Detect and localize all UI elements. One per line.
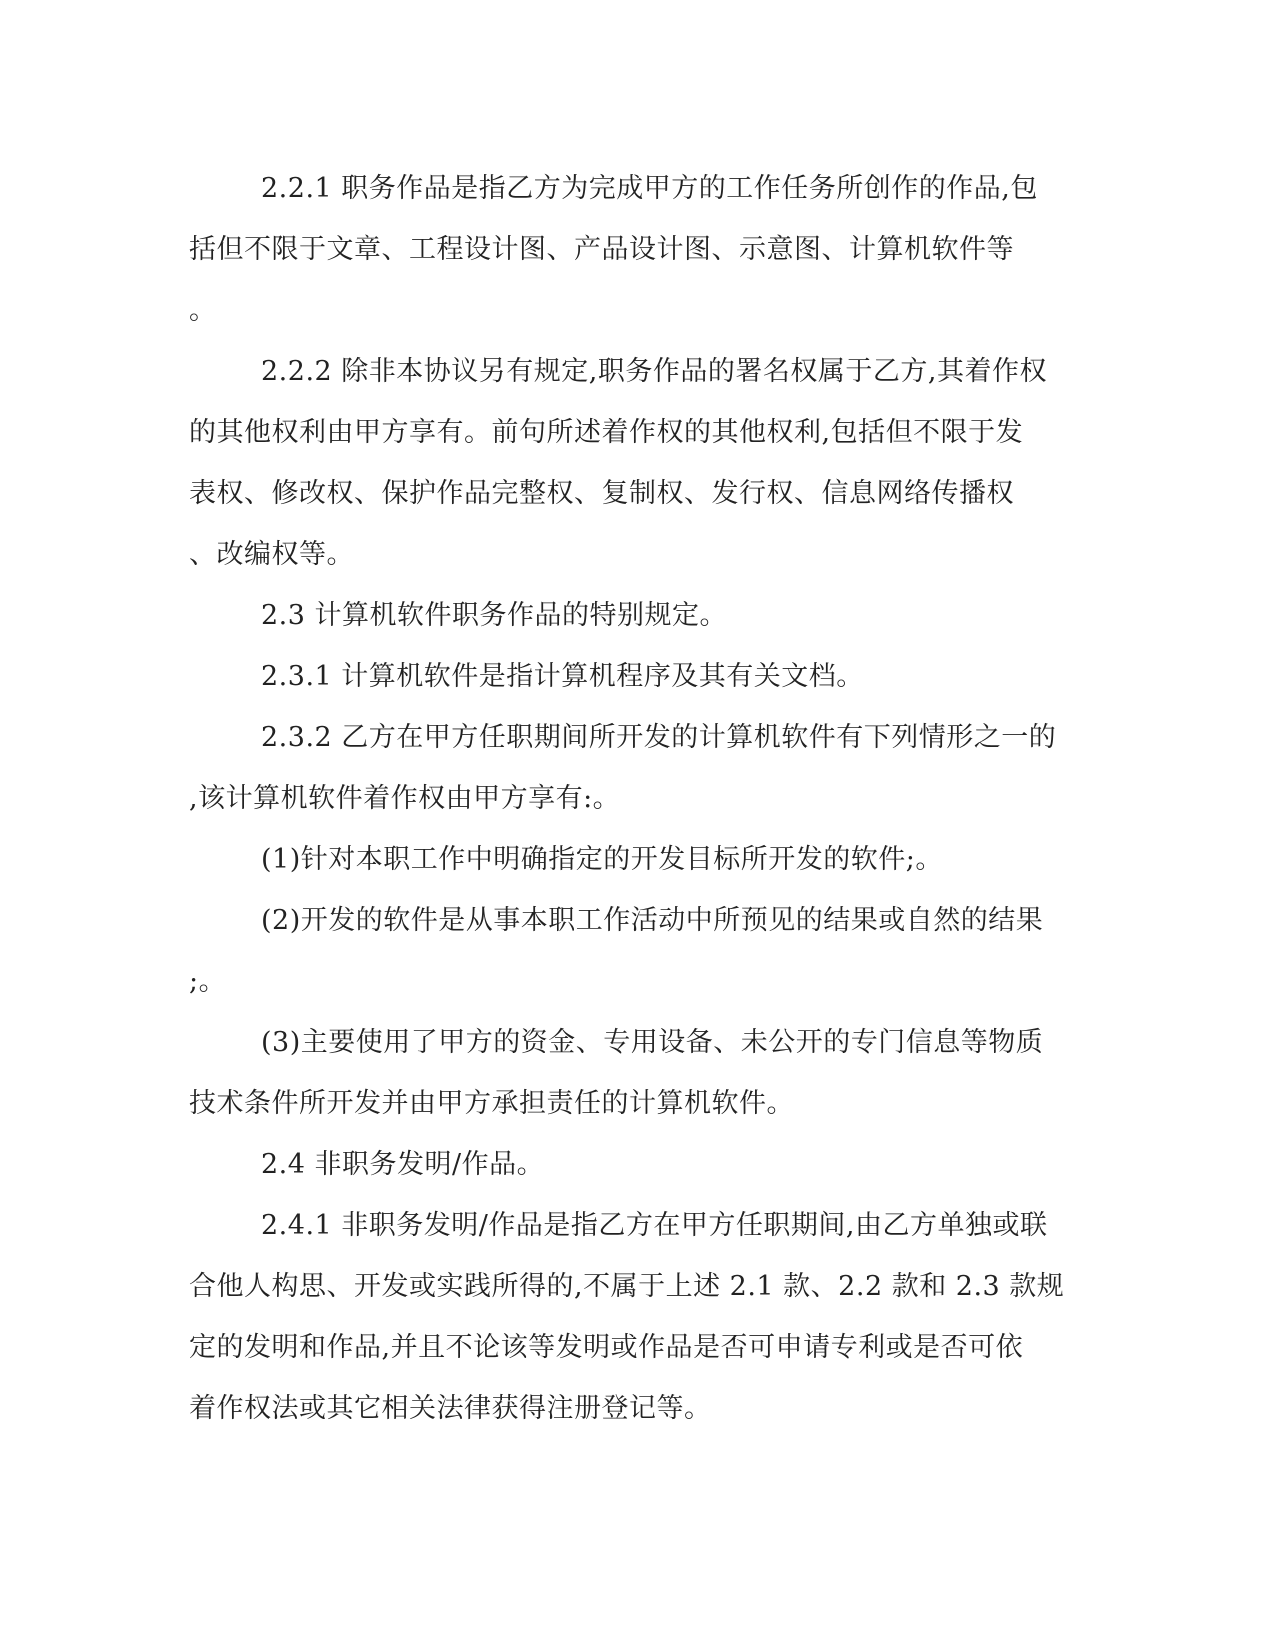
text-line: (1)针对本职工作中明确指定的开发目标所开发的软件;。 — [261, 844, 943, 875]
text-line: 、改编权等。 — [189, 539, 354, 570]
text-line: 2.3.2 乙方在甲方任职期间所开发的计算机软件有下列情形之一的 — [261, 722, 1057, 753]
text-line: 2.2.1 职务作品是指乙方为完成甲方的工作任务所创作的作品,包 — [261, 173, 1038, 204]
text-line: 的其他权利由甲方享有。前句所述着作权的其他权利,包括但不限于发 — [189, 417, 1024, 448]
text-line: 技术条件所开发并由甲方承担责任的计算机软件。 — [189, 1088, 794, 1119]
text-line: ;。 — [189, 966, 227, 997]
text-line: ,该计算机软件着作权由甲方享有:。 — [189, 783, 621, 814]
text-line: 2.3 计算机软件职务作品的特别规定。 — [261, 600, 728, 631]
text-line: 2.4 非职务发明/作品。 — [261, 1149, 545, 1180]
document-body — [189, 158, 1079, 1439]
text-line: 着作权法或其它相关法律获得注册登记等。 — [189, 1393, 712, 1424]
text-line: 2.4.1 非职务发明/作品是指乙方在甲方任职期间,由乙方单独或联 — [261, 1210, 1048, 1241]
text-line: 合他人构思、开发或实践所得的,不属于上述 2.1 款、2.2 款和 2.3 款规 — [189, 1271, 1065, 1302]
text-line: 2.2.2 除非本协议另有规定,职务作品的署名权属于乙方,其着作权 — [261, 356, 1047, 387]
text-line: 表权、修改权、保护作品完整权、复制权、发行权、信息网络传播权 — [189, 478, 1014, 509]
text-line: 定的发明和作品,并且不论该等发明或作品是否可申请专利或是否可依 — [189, 1332, 1024, 1363]
text-line: 2.3.1 计算机软件是指计算机程序及其有关文档。 — [261, 661, 864, 692]
text-line: 括但不限于文章、工程设计图、产品设计图、示意图、计算机软件等 — [189, 234, 1014, 265]
text-line: (3)主要使用了甲方的资金、专用设备、未公开的专门信息等物质 — [261, 1027, 1044, 1058]
text-line: 。 — [189, 295, 217, 326]
text-line: (2)开发的软件是从事本职工作活动中所预见的结果或自然的结果 — [261, 905, 1044, 936]
